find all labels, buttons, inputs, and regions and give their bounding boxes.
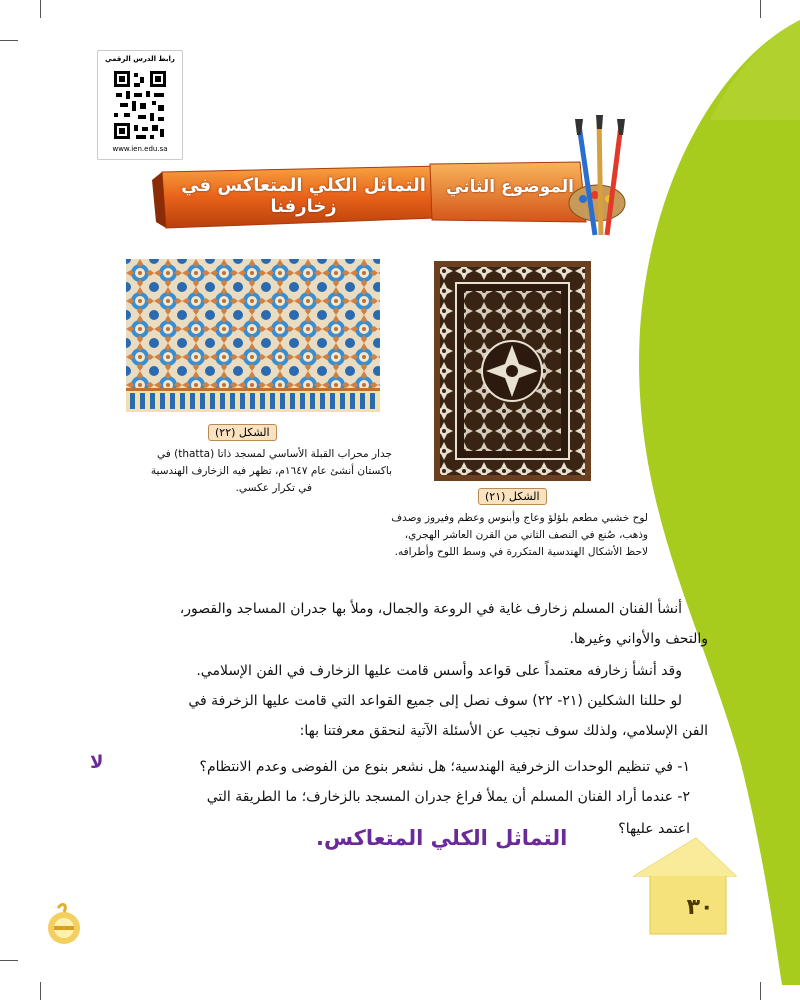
body-line: الفن الإسلامي، ولذلك سوف نجيب عن الأسئلة الآتية لنحقق معرفتنا بها: — [299, 723, 708, 739]
question-line: ٢- عندما أراد الفنان المسلم أن يملأ فراغ جدران المسجد بالزخارف؛ ما الطريقة التي — [206, 789, 690, 805]
banner-topic: الموضوع الثاني — [446, 177, 574, 197]
qr-url[interactable]: www.ien.edu.sa — [112, 145, 168, 153]
page-number-house-icon — [630, 830, 740, 940]
question-line: ١- في تنظيم الوحدات الزخرفية الهندسية؛ هل نشعر بنوع من الفوضى وعدم الانتظام؟ — [199, 759, 690, 775]
body-line: لو حللنا الشكلين (٢١- ٢٢) سوف نصل إلى جميع القواعد التي قامت عليها الزخرفة في — [188, 693, 682, 709]
page-number: ٣٠ — [686, 895, 714, 920]
answer-2: التماثل الكلي المتعاكس. — [316, 826, 568, 850]
body-paragraph-3 — [88, 690, 708, 742]
qr-title: رابط الدرس الرقمي — [105, 55, 175, 63]
figure-21-caption — [378, 510, 648, 561]
figure-22-label: الشكل (٢٢) — [208, 424, 277, 441]
body-line: وقد أنشأ زخارفه معتمداً على قواعد وأسس قامت عليها الزخارف في الفن الإسلامي. — [196, 663, 682, 679]
caption-line: لوح خشبي مطعم بلؤلؤ وعاج وأبنوس وعظم وفيروز وصدف — [391, 512, 648, 524]
question-line: اعتمد عليها؟ — [618, 821, 690, 837]
figure-22-caption — [104, 446, 392, 497]
caption-line: باكستان أنشئ عام ١٦٤٧م، تظهر فيه الزخارف الهندسية — [150, 465, 392, 477]
caption-line: في تكرار عكسي. — [235, 482, 312, 494]
body-paragraph-2 — [88, 660, 708, 682]
body-line: والتحف والأواني وغيرها. — [569, 631, 708, 647]
question-2 — [90, 786, 690, 808]
qr-code-icon[interactable] — [112, 69, 168, 141]
qr-code-panel[interactable] — [97, 50, 183, 160]
caption-line: جدار محراب القبلة الأساسي لمسجد ذاتا (thatta) في — [157, 448, 392, 460]
body-paragraph-1 — [88, 598, 708, 650]
banner-title: التماثل الكلي المتعاكس في زخارفنا — [181, 175, 426, 217]
body-line: أنشأ الفنان المسلم زخارف غاية في الروعة والجمال، وملأ بها جدران المساجد والقصور، — [179, 601, 682, 617]
wooden-panel-image — [434, 261, 591, 481]
caption-line: وذهب، صُنع في النصف الثاني من القرن العاشر الهجري، — [404, 529, 648, 541]
question-1 — [90, 756, 690, 778]
paint-brushes-icon — [565, 115, 635, 245]
mihrab-tile-image — [126, 259, 380, 412]
publisher-logo-icon — [44, 900, 84, 950]
figure-21-label: الشكل (٢١) — [478, 488, 547, 505]
answer-1: لا — [90, 752, 104, 773]
caption-line: لاحظ الأشكال الهندسية المتكررة في وسط اللوح وأطرافه. — [394, 546, 648, 558]
